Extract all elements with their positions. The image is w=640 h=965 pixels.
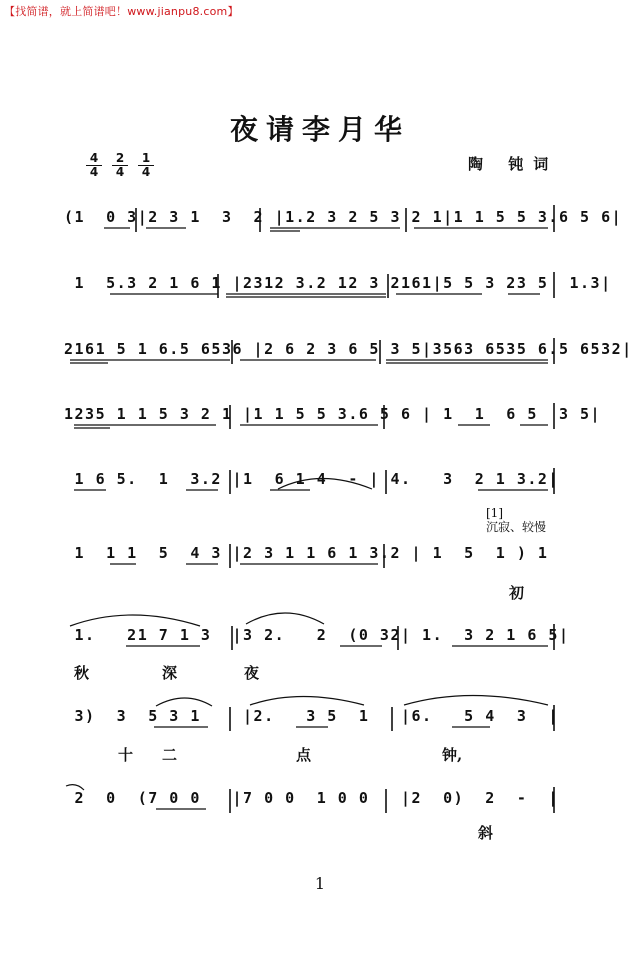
annotation-number: [1] — [486, 506, 503, 520]
lyric-char: 秋 — [74, 664, 90, 682]
notation-line-2: 1 5.3 2 1 6 1 |2312 3.2 12 3 2161|5 5 3 23 5 1.3| — [64, 274, 612, 292]
notation-line-1: (1 0 3|2 3 1 3 2 |1.2 3 2 5 3 2 1|1 1 5 5 3.6 5 6| — [64, 208, 623, 226]
lyric-char: 二 — [162, 746, 178, 764]
notation-line-8: 3) 3 5 3 1 |2. 3 5 1 |6. 5 4 3 | — [64, 707, 559, 725]
lyric-char: 初 — [509, 584, 525, 602]
notation-line-4: 1235 1 1 5 3 2 1 |1 1 5 5 3.6 5 6 | 1 1 6 5 3 5| — [64, 405, 602, 423]
notation-line-6: 1 1 1 5 4 3 |2 3 1 1 6 1 3.2 | 1 5 1 ) 1 — [64, 544, 549, 562]
notation-line-7: 1. 21 7 1 3 |3 2. 2 (0 32| 1. 3 2 1 6 5| — [64, 626, 570, 644]
site-banner[interactable]: 【找简谱，就上简谱吧！www.jianpu8.com】 — [4, 5, 239, 18]
notation-line-9: 2 0 (7 0 0 |7 0 0 1 0 0 |2 0) 2 - | — [64, 789, 559, 807]
song-title: 夜请李月华 — [229, 113, 410, 146]
time-signature-3: $\frac{1}{4}$ — [138, 152, 154, 179]
lyric-char: 夜 — [244, 664, 260, 682]
lyric-char: 深 — [162, 664, 178, 682]
time-signature-1: $\frac{4}{4}$ — [86, 152, 102, 179]
time-signature-2: $\frac{2}{4}$ — [112, 152, 128, 179]
lyric-char: 十 — [118, 746, 134, 764]
lyric-char: 点 — [296, 746, 312, 764]
lyricist-credit: 陶 钝词 — [468, 155, 559, 173]
notation-line-3: 2161 5 1 6.5 6536 |2 6 2 3 6 5 3 5|3563 6535 6.5 6532| — [64, 340, 633, 358]
lyric-char: 斜 — [478, 824, 494, 842]
annotation-text: 沉寂、较慢 — [486, 520, 547, 534]
notation-line-5: 1 6 5. 1 3.2 |1 6 1 4 - | 4. 3 2 1 3.2| — [64, 470, 559, 488]
lyric-char: 钟, — [442, 746, 463, 764]
page-number: 1 — [314, 874, 326, 893]
